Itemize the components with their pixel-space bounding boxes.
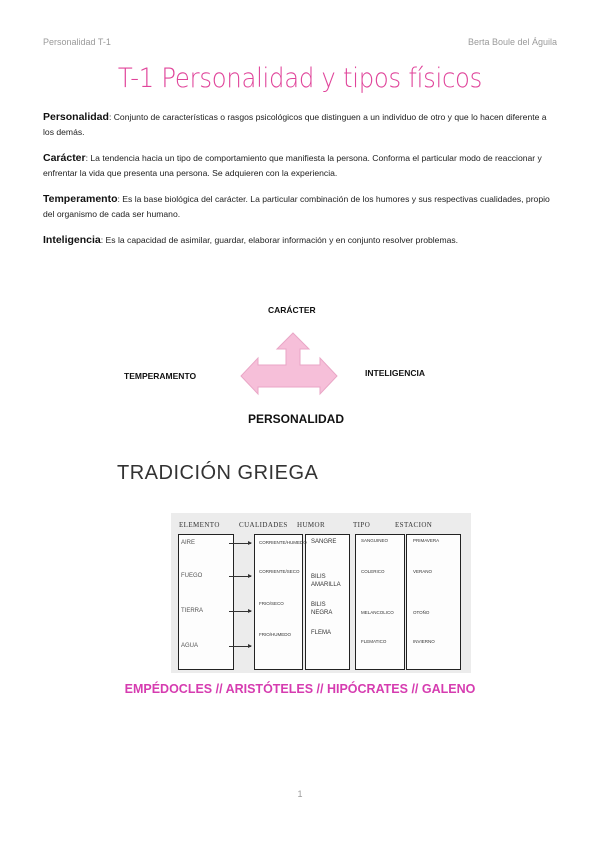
humor-cell: BILIS NEGRA — [311, 602, 333, 616]
type-cell: MELANCOLICO — [361, 610, 394, 615]
arrow-shape — [241, 333, 337, 394]
definition-text: : Es la base biológica del carácter. La particular combinación de los humores y sus respectivas cualidades, propio del organismo de cada ser humano. — [43, 194, 550, 219]
quality-cell: CORRIENTE/SECO — [259, 569, 300, 574]
page-title: T-1 Personalidad y tipos físicos — [117, 63, 483, 94]
diagram-label-temperamento: TEMPERAMENTO — [124, 371, 197, 381]
col-header-humor: HUMOR — [297, 521, 326, 529]
definitions — [43, 110, 555, 259]
term-personalidad: Personalidad — [43, 111, 109, 123]
quality-cell: FRIO/HUMEDO — [259, 632, 291, 637]
greek-table-image — [171, 513, 471, 673]
season-cell: PRIMAVERA — [413, 538, 440, 543]
humor-cell: SANGRE — [311, 539, 337, 545]
arrow-icon — [229, 576, 251, 577]
arrow-icon — [229, 543, 251, 544]
element-tierra: TIERRA — [181, 608, 204, 614]
col-header-elemento: ELEMENTO — [179, 521, 220, 529]
column-elemento — [178, 534, 234, 670]
quality-cell: CORRIENTE/HUMEDO — [259, 540, 307, 545]
definition-text: : La tendencia hacia un tipo de comportamiento que manifiesta la persona. Conforma el particular modo de reaccionar y enfrentar la vida que presenta una persona. Se adquieren con la experiencia. — [43, 153, 542, 178]
quality-cell: FRIO/SECO — [259, 601, 284, 606]
definition-text: : Es la capacidad de asimilar, guardar, elaborar información y en conjunto resolver problemas. — [100, 235, 459, 245]
term-inteligencia: Inteligencia — [43, 234, 101, 246]
element-agua: AGUA — [181, 643, 199, 649]
personality-diagram — [0, 290, 600, 440]
arrow-icon — [229, 611, 251, 612]
term-caracter: Carácter — [43, 152, 86, 164]
col-header-estacion: ESTACION — [395, 521, 433, 529]
definition-inteligencia — [43, 233, 555, 248]
element-fuego: FUEGO — [181, 573, 203, 579]
type-cell: FLEMATICO — [361, 639, 387, 644]
type-cell: SANGUINEO — [361, 538, 389, 543]
season-cell: VERANO — [413, 569, 433, 574]
definition-temperamento — [43, 192, 555, 222]
section-title: TRADICIÓN GRIEGA — [117, 462, 319, 484]
season-cell: INVIERNO — [413, 639, 435, 644]
col-header-cualidades: CUALIDADES — [239, 521, 288, 529]
type-cell: COLERICO — [361, 569, 385, 574]
season-cell: OTOÑO — [413, 610, 430, 615]
column-estacion — [406, 534, 461, 670]
header-left: Personalidad T-1 — [43, 37, 111, 47]
term-temperamento: Temperamento — [43, 193, 118, 205]
definition-caracter — [43, 151, 555, 181]
arrow-icon — [229, 646, 251, 647]
page-number: 1 — [297, 789, 303, 799]
column-tipo — [355, 534, 405, 670]
element-aire: AIRE — [181, 540, 196, 546]
definition-text: : Conjunto de características o rasgos psicológicos que distinguen a un individuo de otro y que lo hacen diferente a los demás. — [43, 112, 547, 137]
humor-cell: BILIS AMARILLA — [311, 574, 341, 588]
col-header-tipo: TIPO — [353, 521, 371, 529]
diagram-label-inteligencia: INTELIGENCIA — [365, 368, 425, 378]
diagram-label-personalidad: PERSONALIDAD — [248, 412, 345, 426]
humor-cell: FLEMA — [311, 630, 332, 636]
diagram-label-caracter: CARÁCTER — [268, 305, 316, 315]
definition-personalidad — [43, 110, 555, 140]
header-right: Berta Boule del Águila — [467, 37, 557, 47]
authors-line: EMPÉDOCLES // ARISTÓTELES // HIPÓCRATES // GALENO — [124, 682, 476, 696]
